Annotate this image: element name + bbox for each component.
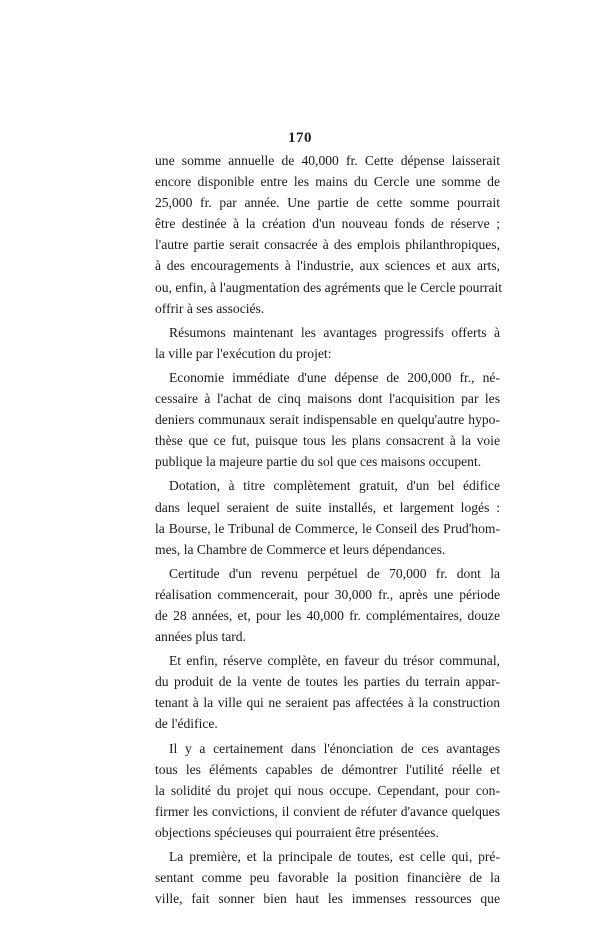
text-line: firmer les convictions, il convient de réfuter d'avance quelques bbox=[155, 803, 500, 819]
paragraph bbox=[155, 475, 500, 559]
text-line: objections spécieuses qui pourraient être présentées. bbox=[155, 824, 439, 840]
body-text bbox=[155, 150, 503, 909]
text-line: Résumons maintenant les avantages progressifs offerts à bbox=[169, 324, 500, 340]
text-line: thèse que ce fut, puisque tous les plans consacrent à la voie bbox=[155, 433, 500, 449]
text-line: mes, la Chambre de Commerce et leurs dépendances. bbox=[155, 541, 446, 557]
text-line: être destinée à la création d'un nouveau fonds de réserve ; bbox=[155, 216, 500, 232]
text-line: la Bourse, le Tribunal de Commerce, le Conseil des Prud'hom- bbox=[155, 520, 500, 536]
paragraph bbox=[155, 738, 500, 843]
text-line: de 28 années, et, pour les 40,000 fr. complémentaires, douze bbox=[155, 607, 500, 623]
text-line: Dotation, à titre complètement gratuit, d'un bel édifice bbox=[169, 478, 500, 494]
text-line: ou, enfin, à l'augmentation des agréments que le Cercle pourrait bbox=[155, 279, 503, 295]
text-line: une somme annuelle de 40,000 fr. Cette dépense laisserait bbox=[155, 153, 500, 168]
text-line: à des encouragements à l'industrie, aux sciences et aux arts, bbox=[155, 258, 500, 274]
text-line: tous les éléments capables de démontrer l'utilité réelle et bbox=[155, 761, 500, 777]
text-line: du produit de la vente de toutes les parties du terrain appar- bbox=[155, 674, 500, 690]
text-line: réalisation commencerait, pour 30,000 fr., après une période bbox=[155, 586, 500, 602]
page-number: 170 bbox=[288, 130, 312, 146]
paragraph bbox=[155, 650, 500, 734]
text-line: deniers communaux serait indispensable en quelqu'autre hypo- bbox=[155, 412, 500, 428]
paragraph bbox=[155, 846, 500, 909]
text-line: la solidité du projet qui nous occupe. Cependant, pour con- bbox=[155, 782, 500, 798]
text-line: Economie immédiate d'une dépense de 200,000 fr., né- bbox=[169, 369, 500, 385]
text-line: La première, et la principale de toutes, est celle qui, pré- bbox=[169, 849, 500, 864]
text-line: sentant comme peu favorable la position financière de la bbox=[155, 870, 500, 886]
text-line: cessaire à l'achat de cinq maisons dont l'acquisition par les bbox=[155, 391, 500, 407]
text-line: années plus tard. bbox=[155, 629, 246, 645]
text-line: dans lequel seraient de suite installés, et largement logés : bbox=[155, 499, 500, 515]
paragraph bbox=[155, 322, 500, 364]
text-line: Et enfin, réserve complète, en faveur du trésor communal, bbox=[169, 653, 500, 669]
text-line: de l'édifice. bbox=[155, 716, 218, 732]
text-line: publique la majeure partie du sol que ces maisons occupent. bbox=[155, 454, 482, 470]
text-line: tenant à la ville qui ne seraient pas affectées à la construction bbox=[155, 695, 500, 711]
text-line: 25,000 fr. par année. Une partie de cette somme pourrait bbox=[155, 195, 500, 211]
text-line: la ville par l'exécution du projet: bbox=[155, 345, 332, 361]
text-line: Il y a certainement dans l'énonciation de ces avantages bbox=[169, 740, 500, 756]
text-line: Certitude d'un revenu perpétuel de 70,000 fr. dont la bbox=[169, 565, 500, 581]
text-line: ville, fait sonner bien haut les immenses ressources que bbox=[155, 891, 500, 907]
text-line: encore disponible entre les mains du Cercle une somme de bbox=[155, 174, 500, 190]
text-line: l'autre partie serait consacrée à des emplois philanthropiques, bbox=[155, 237, 500, 253]
paragraph bbox=[155, 150, 503, 319]
paragraph bbox=[155, 367, 500, 472]
paragraph bbox=[155, 563, 500, 647]
text-line: offrir à ses associés. bbox=[155, 300, 265, 316]
